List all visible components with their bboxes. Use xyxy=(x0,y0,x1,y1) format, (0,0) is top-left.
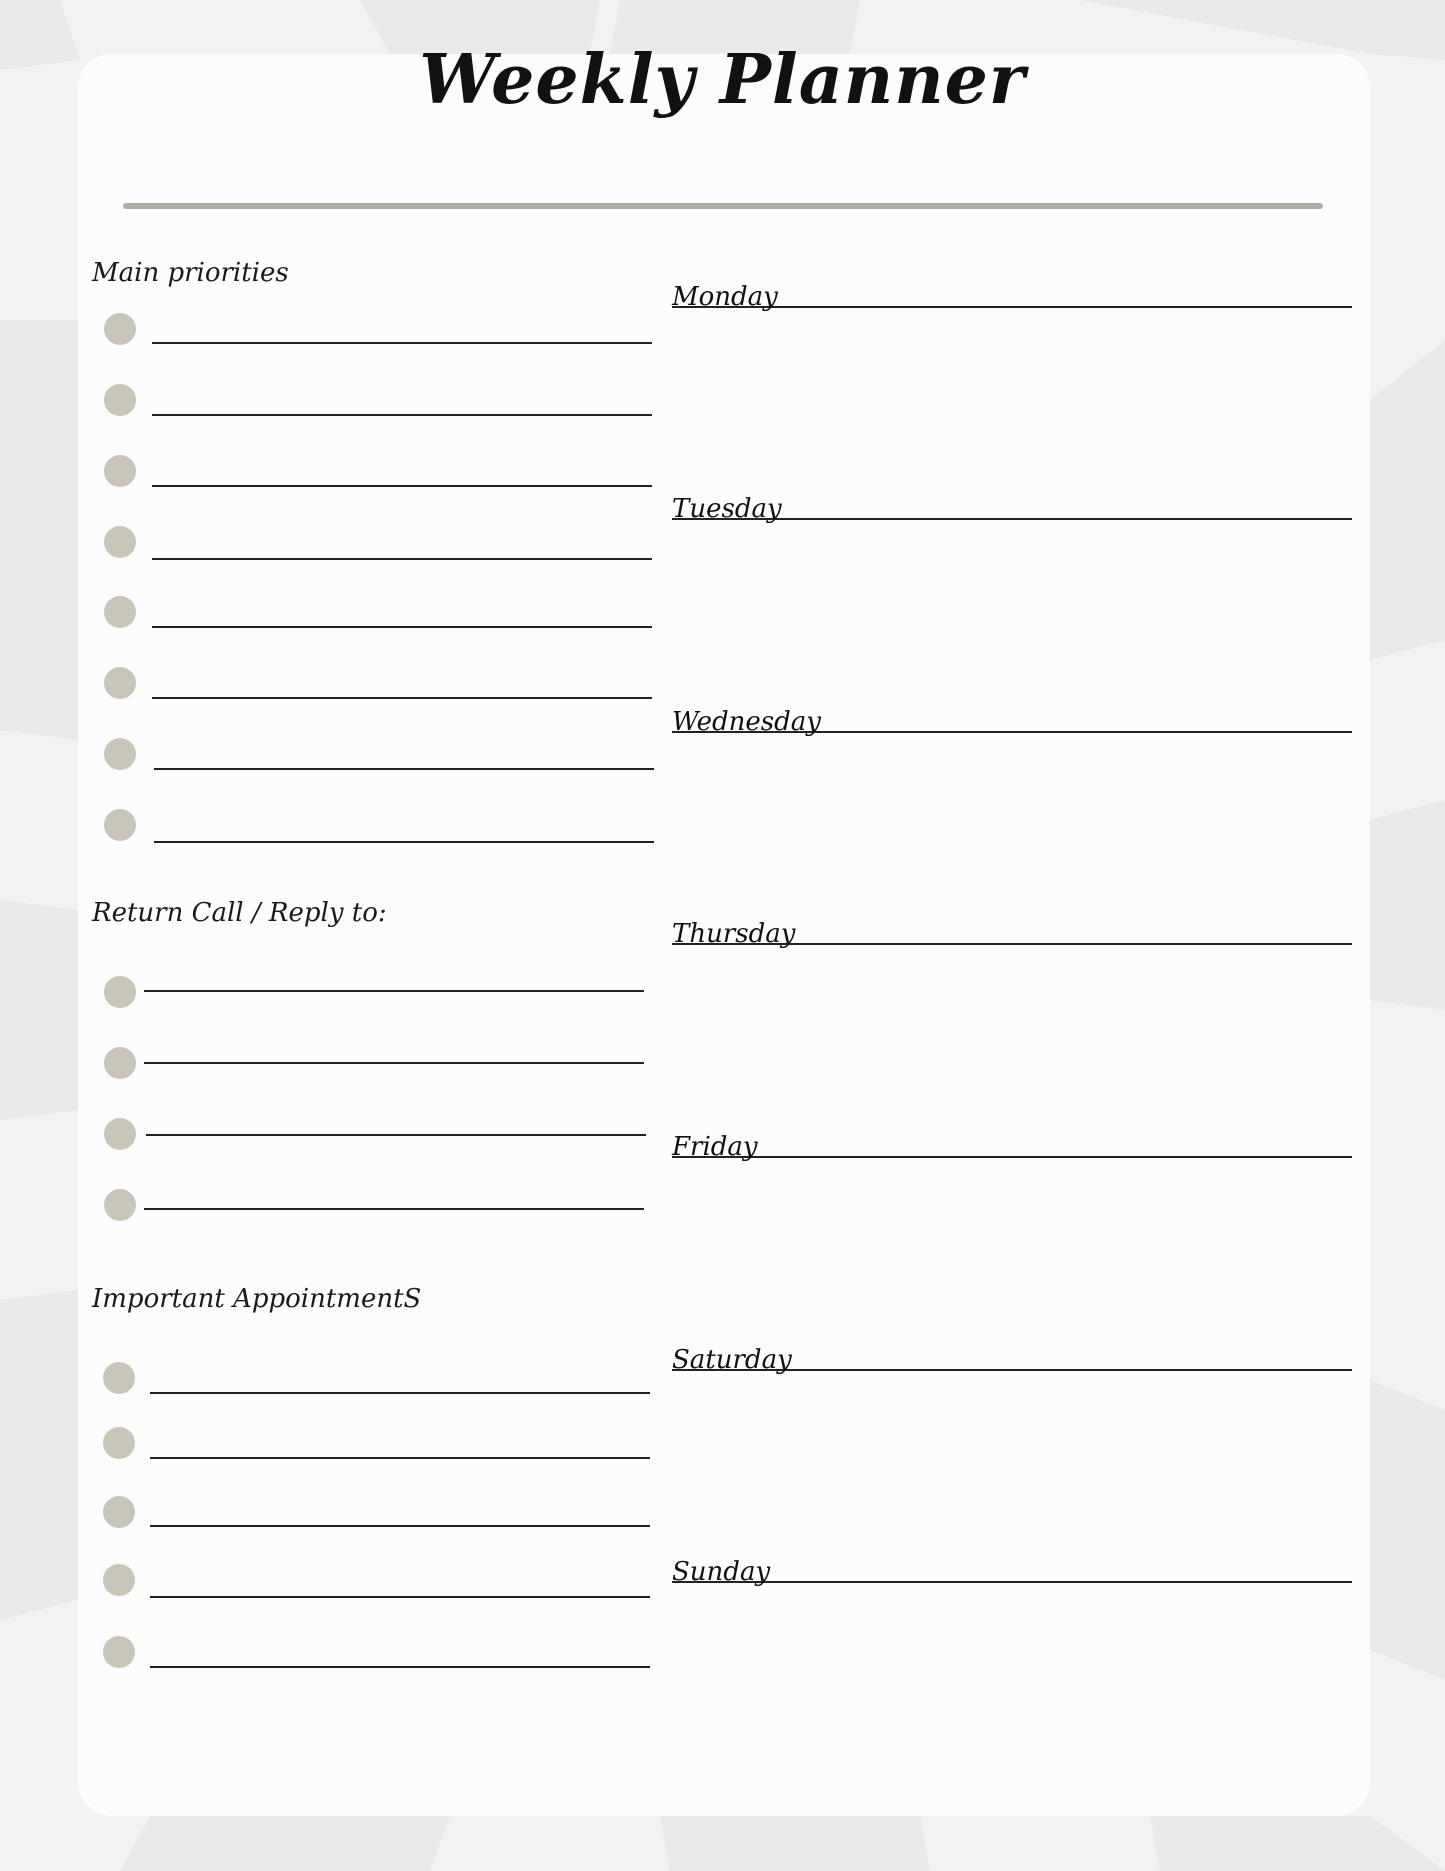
priority-bullet xyxy=(104,738,136,770)
return-call-bullet xyxy=(104,1118,136,1150)
day-friday[interactable] xyxy=(672,1116,1352,1162)
day-label: Wednesday xyxy=(672,707,821,737)
appointment-bullet xyxy=(103,1564,135,1596)
priority-line[interactable] xyxy=(154,768,654,770)
appointment-line[interactable] xyxy=(150,1596,650,1598)
day-label: Thursday xyxy=(672,919,796,949)
return-call-line[interactable] xyxy=(146,1134,646,1136)
day-saturday[interactable] xyxy=(672,1329,1352,1375)
appointments-heading: Important AppointmentS xyxy=(92,1284,422,1314)
return-call-line[interactable] xyxy=(144,990,644,992)
priority-bullet xyxy=(104,455,136,487)
appointment-line[interactable] xyxy=(150,1525,650,1527)
appointment-line[interactable] xyxy=(150,1666,650,1668)
day-label: Sunday xyxy=(672,1557,771,1587)
priority-line[interactable] xyxy=(152,697,652,699)
priority-bullet xyxy=(104,313,136,345)
day-tuesday[interactable] xyxy=(672,478,1352,524)
return-call-bullet xyxy=(104,1047,136,1079)
day-label: Saturday xyxy=(672,1345,792,1375)
priority-line[interactable] xyxy=(152,342,652,344)
priority-bullet xyxy=(104,526,136,558)
return-call-bullet xyxy=(104,1189,136,1221)
return-call-bullet xyxy=(104,976,136,1008)
priority-bullet xyxy=(104,384,136,416)
day-sunday[interactable] xyxy=(672,1541,1352,1587)
priority-bullet xyxy=(104,667,136,699)
main-priorities-heading: Main priorities xyxy=(92,258,289,288)
priority-bullet xyxy=(104,596,136,628)
priority-bullet xyxy=(104,809,136,841)
page-title: Weekly Planner xyxy=(419,40,1026,120)
day-label: Friday xyxy=(672,1132,758,1162)
day-thursday[interactable] xyxy=(672,903,1352,949)
day-label: Tuesday xyxy=(672,494,782,524)
return-call-heading: Return Call / Reply to: xyxy=(92,898,387,928)
appointment-line[interactable] xyxy=(150,1392,650,1394)
return-call-line[interactable] xyxy=(144,1062,644,1064)
appointment-bullet xyxy=(103,1362,135,1394)
priority-line[interactable] xyxy=(152,414,652,416)
return-call-line[interactable] xyxy=(144,1208,644,1210)
appointment-bullet xyxy=(103,1636,135,1668)
day-wednesday[interactable] xyxy=(672,691,1352,737)
priority-line[interactable] xyxy=(152,485,652,487)
day-label: Monday xyxy=(672,282,778,312)
day-monday[interactable] xyxy=(672,266,1352,312)
priority-line[interactable] xyxy=(152,626,652,628)
priority-line[interactable] xyxy=(152,558,652,560)
appointment-bullet xyxy=(103,1427,135,1459)
appointment-bullet xyxy=(103,1496,135,1528)
title-divider xyxy=(123,203,1323,209)
priority-line[interactable] xyxy=(154,841,654,843)
appointment-line[interactable] xyxy=(150,1457,650,1459)
